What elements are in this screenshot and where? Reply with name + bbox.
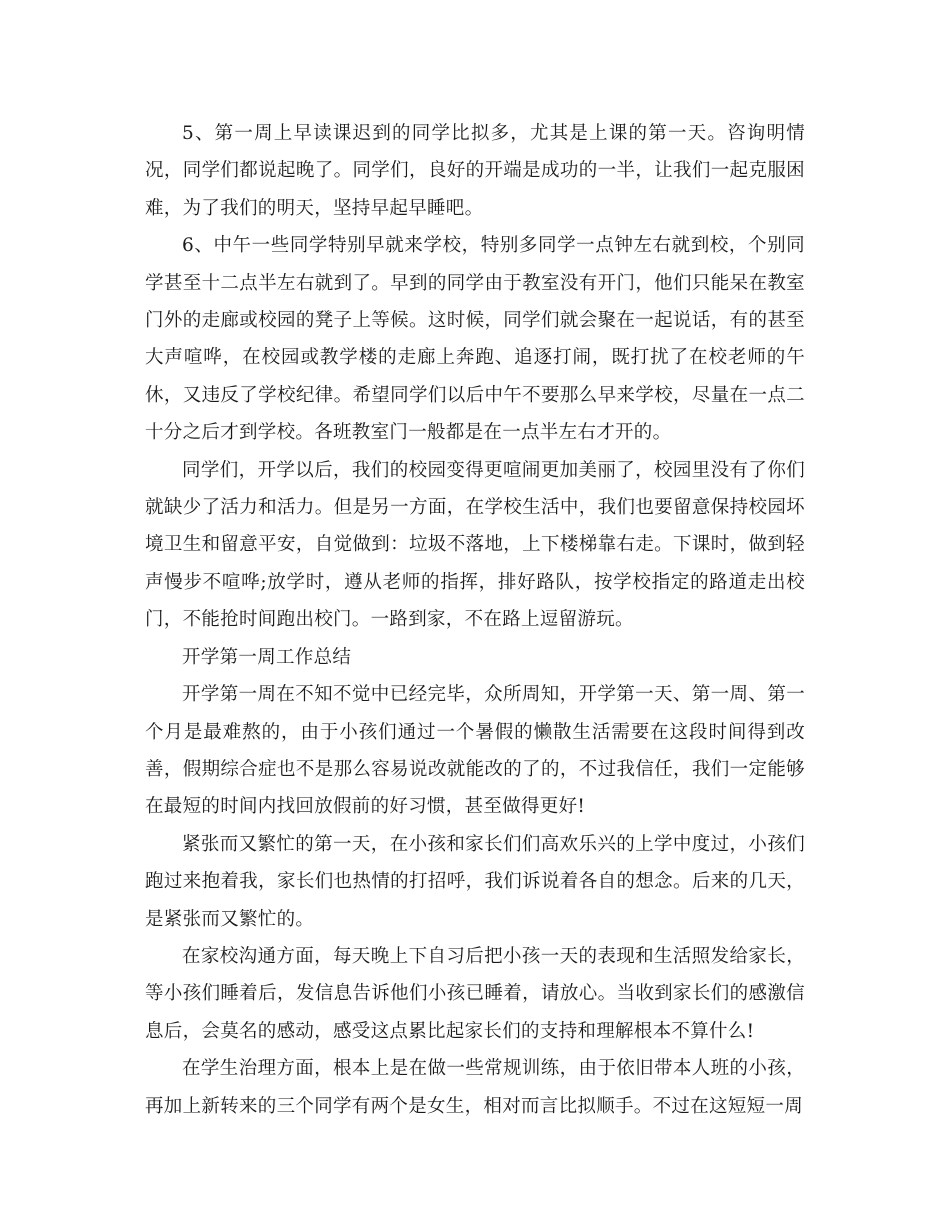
paragraph-late-morning-reading: 5、第一周上早读课迟到的同学比拟多，尤其是上课的第一天。咨询明情况，同学们都说起晚了。同学们，良好的开端是成功的一半，让我们一起克服困难，为了我们的明天，坚持早起早睡吧。 (145, 123, 805, 219)
section-heading: 开学第一周工作总结 (182, 646, 352, 668)
paragraph-student-management: 在学生治理方面，根本上是在做一些常规训练，由于依旧带本人班的小孩，再加上新转来的三个同学有两个是女生，相对而言比拟顺手。不过在这短短一周 (145, 1058, 805, 1117)
paragraph-first-day: 紧张而又繁忙的第一天，在小孩和家长们们高欢乐兴的上学中度过，小孩们跑过来抱着我，家长们也热情的打招呼，我们诉说着各自的想念。后来的几天，是紧张而又繁忙的。 (145, 833, 805, 930)
document-body (145, 115, 805, 1125)
paragraph-early-noon-arrival: 6、中午一些同学特别早就来学校，特别多同学一点钟左右就到校，个别同学甚至十二点半左右就到了。早到的同学由于教室没有开门，他们只能呆在教室门外的走廊或校园的凳子上等候。这时候，同学们就会聚在一起说话，有的甚至大声喧哗，在校园或教学楼的走廊上奔跑、追逐打闹，既打扰了在校老师的午休，又违反了学校纪律。希望同学们以后中午不要那么早来学校，尽量在一点二十分之后才到学校。各班教室门一般都是在一点半左右才开的。 (145, 235, 805, 444)
paragraph-first-week-intro: 开学第一周在不知不觉中已经完毕，众所周知，开学第一天、第一周、第一个月是最难熬的，由于小孩们通过一个暑假的懒散生活需要在这段时间得到改善，假期综合症也不是那么容易说改就能改的了的，不过我信任，我们一定能够在最短的时间内找回放假前的好习惯，甚至做得更好! (145, 684, 805, 818)
paragraph-home-school-communication: 在家校沟通方面，每天晚上下自习后把小孩一天的表现和生活照发给家长，等小孩们睡着后，发信息告诉他们小孩已睡着，请放心。当收到家长们的感激信息后，会莫名的感动，感受这点累比起家长们的支持和理解根本不算什么! (145, 945, 805, 1042)
paragraph-campus-conduct: 同学们，开学以后，我们的校园变得更喧闹更加美丽了，校园里没有了你们就缺少了活力和活力。但是另一方面，在学校生活中，我们也要留意保持校园坏境卫生和留意平安，自觉做到：垃圾不落地，上下楼梯靠右走。下课时，做到轻声慢步不喧哗;放学时，遵从老师的指挥，排好路队，按学校指定的路道走出校门，不能抢时间跑出校门。一路到家，不在路上逗留游玩。 (145, 459, 805, 631)
